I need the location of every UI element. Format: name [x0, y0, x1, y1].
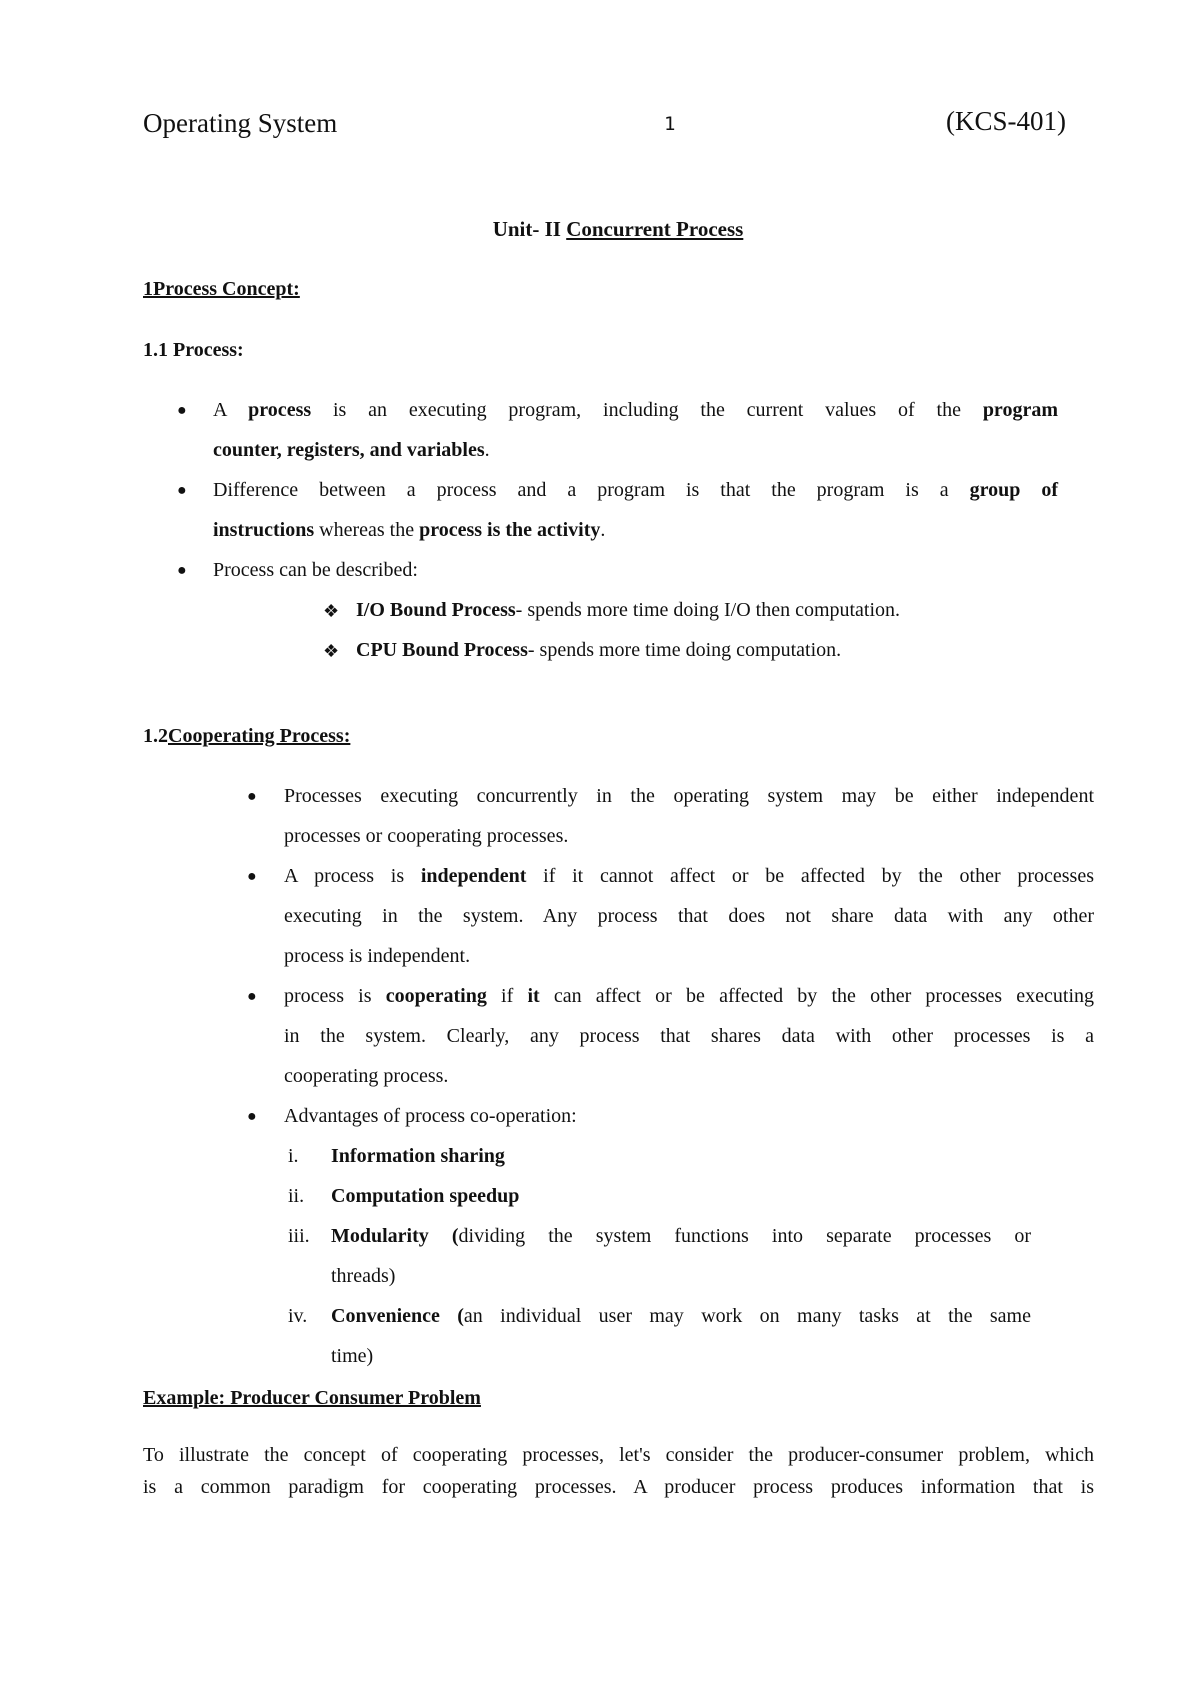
example-heading: Example: Producer Consumer Problem — [143, 1387, 481, 1409]
cooperating-text-line1 — [284, 976, 1094, 1016]
text: process is — [284, 985, 386, 1007]
advantage-computation-speedup: Computation speedup — [331, 1185, 520, 1207]
list-number: i. — [288, 1145, 299, 1167]
term-modularity: Modularity ( — [331, 1225, 459, 1247]
text: . — [600, 519, 606, 541]
header-course-code: (KCS-401) — [946, 106, 1066, 136]
term-group-of: group of — [969, 479, 1059, 501]
bullet-icon: ● — [177, 402, 187, 419]
text: Difference between a process and a program is that the program is a — [213, 479, 970, 501]
concurrent-text-line2: processes or cooperating processes. — [284, 825, 569, 847]
cooperating-text-line3: cooperating process. — [284, 1065, 449, 1087]
section-heading-cooperating — [143, 725, 350, 748]
advantage-convenience-line2: time) — [331, 1345, 374, 1367]
text: if it cannot affect or be affected by the other processes — [526, 865, 1094, 887]
concurrent-text-line1: Processes executing concurrently in the operating system may be either independent — [284, 785, 1094, 807]
text: A process is — [284, 865, 421, 887]
text: if — [486, 985, 528, 1007]
bullet-icon: ● — [177, 482, 187, 499]
advantage-modularity-line1 — [331, 1216, 1031, 1256]
header-course-name: Operating System — [143, 108, 338, 138]
term-process: process — [248, 399, 312, 421]
independent-text-line2: executing in the system. Any process that does not share data with any other — [284, 905, 1094, 927]
cooperating-text-line2: in the system. Clearly, any process that shares data with other processes is a — [284, 1025, 1094, 1047]
text: . — [484, 439, 490, 461]
bullet-icon: ● — [247, 868, 257, 885]
term-io-bound: I/O Bound Process — [356, 599, 516, 621]
text: - spends more time doing I/O then computation. — [515, 599, 901, 621]
term-convenience: Convenience ( — [331, 1305, 464, 1327]
process-vs-program-line2 — [213, 510, 605, 550]
text: an individual user may work on many tasks at the same — [463, 1305, 1031, 1327]
term-cooperating: cooperating — [385, 985, 487, 1007]
example-paragraph-line2: is a common paradigm for cooperating processes. A producer process produces information that is — [143, 1476, 1094, 1498]
bullet-icon: ● — [247, 788, 257, 805]
list-number: iii. — [288, 1225, 310, 1247]
list-number: iv. — [288, 1305, 308, 1327]
subsection-heading-process: 1.1 Process: — [143, 339, 244, 361]
term-cpu-bound: CPU Bound Process — [356, 639, 528, 661]
section-title: Cooperating Process: — [168, 725, 351, 747]
process-vs-program-line1 — [213, 470, 1058, 510]
section-heading-process-concept: 1Process Concept: — [143, 278, 300, 300]
cpu-bound-item — [356, 630, 841, 670]
text: is an executing program, including the current values of the — [311, 399, 983, 421]
bullet-icon: ● — [177, 562, 187, 579]
unit-title-prefix: Unit- II — [492, 217, 567, 241]
diamond-bullet-icon: ❖ — [323, 641, 340, 661]
unit-title — [0, 217, 1200, 242]
process-described-text: Process can be described: — [213, 559, 418, 581]
independent-text-line3: process is independent. — [284, 945, 471, 967]
text: - spends more time doing computation. — [527, 639, 842, 661]
bullet-icon: ● — [247, 1108, 257, 1125]
diamond-bullet-icon: ❖ — [323, 601, 340, 621]
advantage-information-sharing: Information sharing — [331, 1145, 505, 1167]
advantages-intro: Advantages of process co-operation: — [284, 1105, 577, 1127]
term-process-activity: process is the activity — [419, 519, 601, 541]
bullet-icon: ● — [247, 988, 257, 1005]
text: A — [213, 399, 249, 421]
advantage-convenience-line1 — [331, 1296, 1031, 1336]
list-number: ii. — [288, 1185, 305, 1207]
text: can affect or be affected by the other processes executing — [539, 985, 1095, 1007]
term-it: it — [527, 985, 540, 1007]
independent-text-line1 — [284, 856, 1094, 896]
unit-title-main: Concurrent Process — [566, 217, 744, 241]
text: whereas the — [314, 519, 420, 541]
page-number: 1 — [664, 113, 676, 135]
term-instructions: instructions — [213, 519, 315, 541]
advantage-modularity-line2: threads) — [331, 1265, 396, 1287]
term-program: program — [982, 399, 1058, 421]
io-bound-item — [356, 590, 900, 630]
process-definition-line1 — [213, 390, 1058, 430]
example-paragraph-line1: To illustrate the concept of cooperating processes, let's consider the producer-consumer problem, which — [143, 1444, 1094, 1466]
section-number: 1.2 — [143, 725, 168, 747]
text: dividing the system functions into separate processes or — [458, 1225, 1032, 1247]
process-definition-line2 — [213, 430, 490, 470]
term-counter-registers: counter, registers, and variables — [213, 439, 485, 461]
term-independent: independent — [420, 865, 527, 887]
